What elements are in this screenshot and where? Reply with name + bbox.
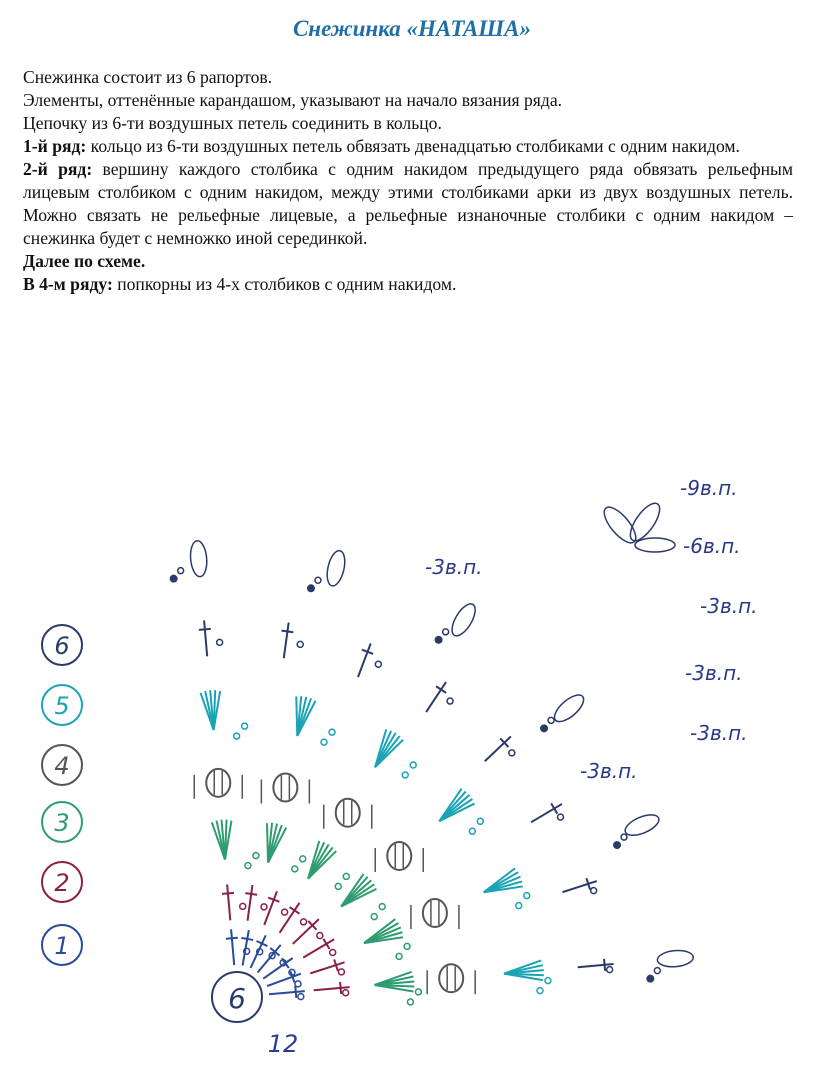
center-ring	[212, 972, 262, 1022]
chain-petal	[189, 540, 208, 577]
row-marker-label: 1	[54, 932, 70, 960]
stitch-popcorn	[336, 799, 360, 827]
chain-stitch	[242, 723, 248, 729]
chain-annotation: -3в.п.	[425, 555, 483, 579]
stitch-double-crochet	[563, 881, 597, 892]
chain-stitch	[509, 750, 515, 756]
chain-stitch	[621, 834, 627, 840]
center-count-label: 12	[267, 1030, 299, 1058]
slip-stitch	[540, 724, 548, 732]
chain-stitch	[607, 967, 613, 973]
chain-stitch	[330, 949, 336, 955]
row-marker-label: 5	[54, 692, 70, 720]
chain-annotation: -3в.п.	[685, 661, 743, 685]
chain-stitch	[548, 717, 554, 723]
chain-stitch	[338, 969, 344, 975]
chain-stitch	[415, 989, 421, 995]
row-legend	[42, 625, 82, 965]
chain-stitch	[558, 814, 564, 820]
chain-petal	[324, 549, 348, 588]
stitch-crossbar	[604, 959, 605, 971]
chain-annotations	[425, 476, 758, 783]
chain-stitch	[407, 999, 413, 1005]
chain-stitch	[447, 698, 453, 704]
chain-stitch	[524, 893, 530, 899]
stitch-double-crochet	[485, 736, 511, 761]
stitch-popcorn	[206, 769, 230, 797]
chain-stitch	[240, 903, 246, 909]
paragraph-scheme: Далее по схеме.	[23, 251, 146, 271]
slip-stitch	[435, 636, 443, 644]
stitch-popcorn	[439, 964, 463, 992]
chain-stitch	[404, 943, 410, 949]
chain-stitch	[329, 729, 335, 735]
chain-annotation: -3в.п.	[690, 721, 748, 745]
stitch-double-crochet	[284, 623, 289, 659]
chain-petal	[550, 690, 588, 726]
slip-stitch	[307, 584, 315, 592]
chain-stitch	[537, 988, 543, 994]
chain-stitch	[477, 818, 483, 824]
chain-stitch	[375, 661, 381, 667]
stitch-double-crochet	[231, 929, 234, 965]
chain-stitch	[545, 978, 551, 984]
chain-petal	[447, 600, 479, 639]
chain-stitch	[315, 577, 321, 583]
stitch-crossbar	[340, 982, 341, 994]
paragraph-row-2: 2-й ряд: вершину каждого столбика с одним накидом предыдущего ряда обвязать рельефным лицевым столбиком с одним накидом, между этими столбиками арки из двух воздушных петель. Можно связать не рельефные лицевые, а рельефные изнаночные столбики с одним накидом – снежинка будет с немножко иной серединкой.	[23, 159, 793, 248]
stitch-popcorn	[423, 899, 447, 927]
chain-petal	[657, 949, 694, 968]
stitch-crossbar	[245, 893, 257, 895]
row-marker-label: 4	[54, 752, 70, 780]
chain-annotation: -9в.п.	[680, 476, 738, 500]
paragraph-row-4: В 4-м ряду: попкорны из 4-х столбиков с одним накидом.	[23, 274, 457, 294]
stitch-crossbar	[281, 631, 293, 633]
chain-stitch	[178, 568, 184, 574]
stitch-crossbar	[323, 939, 329, 949]
chain-annotation: -3в.п.	[700, 594, 758, 618]
chain-stitch	[261, 904, 267, 910]
chain-stitch	[654, 968, 660, 974]
chain-stitch	[335, 883, 341, 889]
chain-petal	[622, 811, 661, 840]
chain-stitch	[396, 953, 402, 959]
chain-annotation: -6в.п.	[683, 534, 741, 558]
chain-stitch	[301, 919, 307, 925]
slip-stitch	[613, 841, 621, 849]
stitch-crossbar	[199, 629, 211, 630]
paragraph-row-1: 1-й ряд: кольцо из 6-ти воздушных петель обвязать двенадцатью столбиками с одним накидом.	[23, 136, 740, 156]
chain-stitch	[234, 733, 240, 739]
paragraph-0: Снежинка состоит из 6 рапортов.	[23, 67, 273, 87]
stitch-crossbar	[551, 803, 557, 813]
stitch-crossbar	[436, 686, 446, 693]
chain-petal	[635, 538, 675, 552]
center-ring-label: 6	[228, 982, 246, 1015]
chain-stitch	[297, 641, 303, 647]
paragraph-1: Элементы, оттенённые карандашом, указывают на начало вязания ряда.	[23, 90, 563, 110]
chain-stitch	[245, 863, 251, 869]
stitch-crossbar	[241, 938, 253, 940]
stitch-double-crochet	[204, 620, 207, 656]
row-marker-label: 6	[54, 632, 70, 660]
chain-stitch	[300, 856, 306, 862]
stitch-double-crochet	[267, 974, 301, 986]
chain-stitch	[217, 639, 223, 645]
stitch-popcorn	[273, 774, 297, 802]
chain-annotation: -3в.п.	[580, 759, 638, 783]
chain-stitch	[402, 772, 408, 778]
stitch-crossbar	[290, 907, 300, 914]
slip-stitch	[170, 575, 178, 583]
stitch-double-crochet	[358, 643, 371, 677]
chain-stitch	[469, 828, 475, 834]
row-marker-label: 2	[54, 869, 70, 897]
chain-stitch	[379, 904, 385, 910]
chain-stitch	[410, 762, 416, 768]
stitch-crossbar	[226, 938, 238, 939]
chain-stitch	[292, 866, 298, 872]
stitch-crossbar	[222, 893, 234, 894]
slip-stitch	[646, 975, 654, 983]
stitch-popcorn	[387, 842, 411, 870]
paragraph-2: Цепочку из 6-ти воздушных петель соединить в кольцо.	[23, 113, 442, 133]
stitch-double-crochet	[310, 962, 344, 973]
chain-stitch	[317, 933, 323, 939]
chain-stitch	[253, 853, 259, 859]
chain-stitch	[343, 873, 349, 879]
chain-stitch	[343, 990, 349, 996]
chain-stitch	[443, 629, 449, 635]
chain-stitch	[371, 914, 377, 920]
stitch-crossbar	[295, 986, 296, 998]
stitch-double-crochet	[227, 884, 230, 920]
chain-stitch	[298, 994, 304, 1000]
page-title: Снежинка «НАТАША»	[292, 16, 532, 41]
chain-stitch	[591, 888, 597, 894]
stitch-double-crochet	[248, 885, 253, 921]
chain-stitch	[282, 909, 288, 915]
row-marker-label: 3	[54, 809, 70, 837]
chain-stitch	[321, 739, 327, 745]
chain-stitch	[516, 903, 522, 909]
